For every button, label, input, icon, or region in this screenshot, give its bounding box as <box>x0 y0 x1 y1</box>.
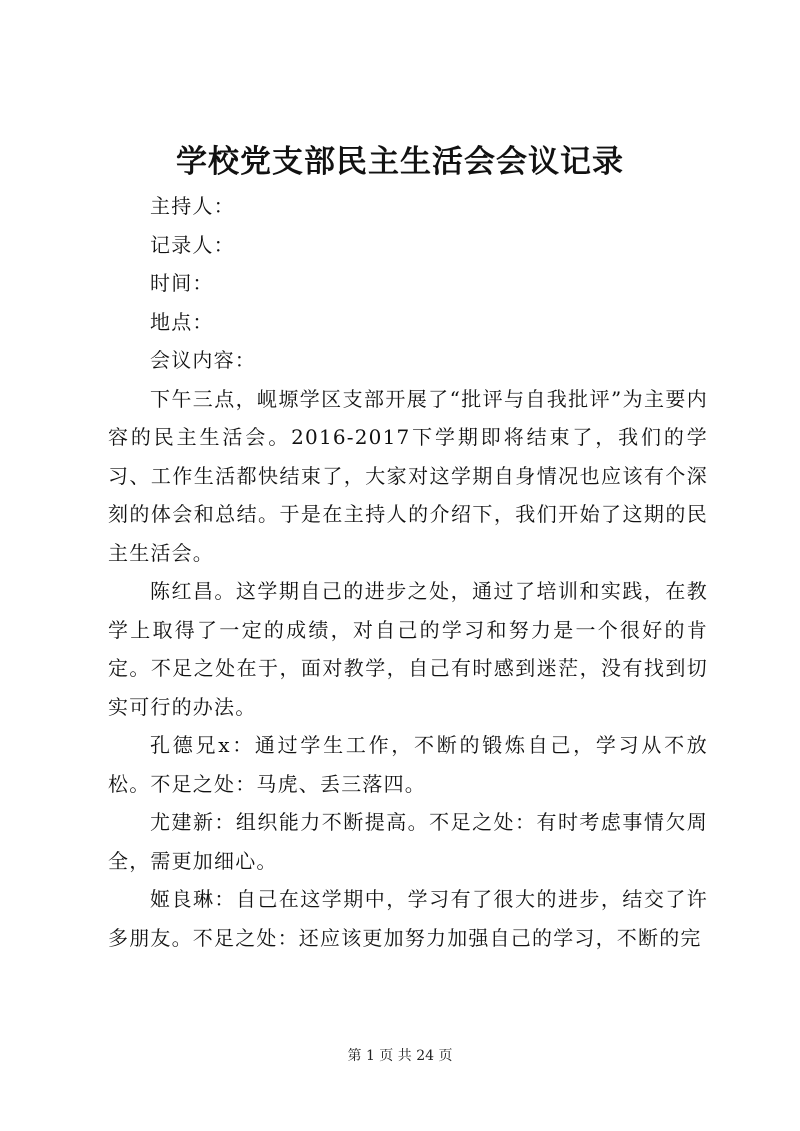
document-title: 学校党支部民主生活会会议记录 <box>176 144 624 180</box>
paragraph-you-jianxin: 尤建新：组织能力不断提高。不足之处：有时考虑事情欠周全，需更加细心。 <box>108 810 708 873</box>
field-host: 主持人： <box>150 194 235 218</box>
field-meeting-content: 会议内容： <box>150 348 256 372</box>
field-location: 地点： <box>150 309 214 334</box>
paragraph-kong-dexiong: 孔德兄x：通过学生工作，不断的锻炼自己，学习从不放松。不足之处：马虎、丢三落四。 <box>108 733 708 796</box>
paragraph-ji-lianglin: 姬良琳：自己在这学期中，学习有了很大的进步，结交了许多朋友。不足之处：还应该更加努力加强自己的学习，不断的完 <box>108 887 708 950</box>
field-recorder: 记录人： <box>150 232 235 257</box>
document-body <box>108 187 708 957</box>
paragraph-intro: 下午三点，岘塬学区支部开展了“批评与自我批评”为主要内容的民主生活会。2016-2017下学期即将结束了，我们的学习、工作生活都快结束了，大家对这学期自身情况也应该有个深刻的体会和总结。于是在主持人的介绍下，我们开始了这期的民主生活会。 <box>108 386 708 565</box>
paragraph-chen-hongchang: 陈红昌。这学期自己的进步之处，通过了培训和实践，在教学上取得了一定的成绩，对自己的学习和努力是一个很好的肯定。不足之处在于，面对教学，自己有时感到迷茫，没有找到切实可行的办法。 <box>108 579 708 719</box>
page-number-footer: 第 1 页 共 24 页 <box>347 1048 453 1064</box>
field-time: 时间： <box>150 271 214 295</box>
